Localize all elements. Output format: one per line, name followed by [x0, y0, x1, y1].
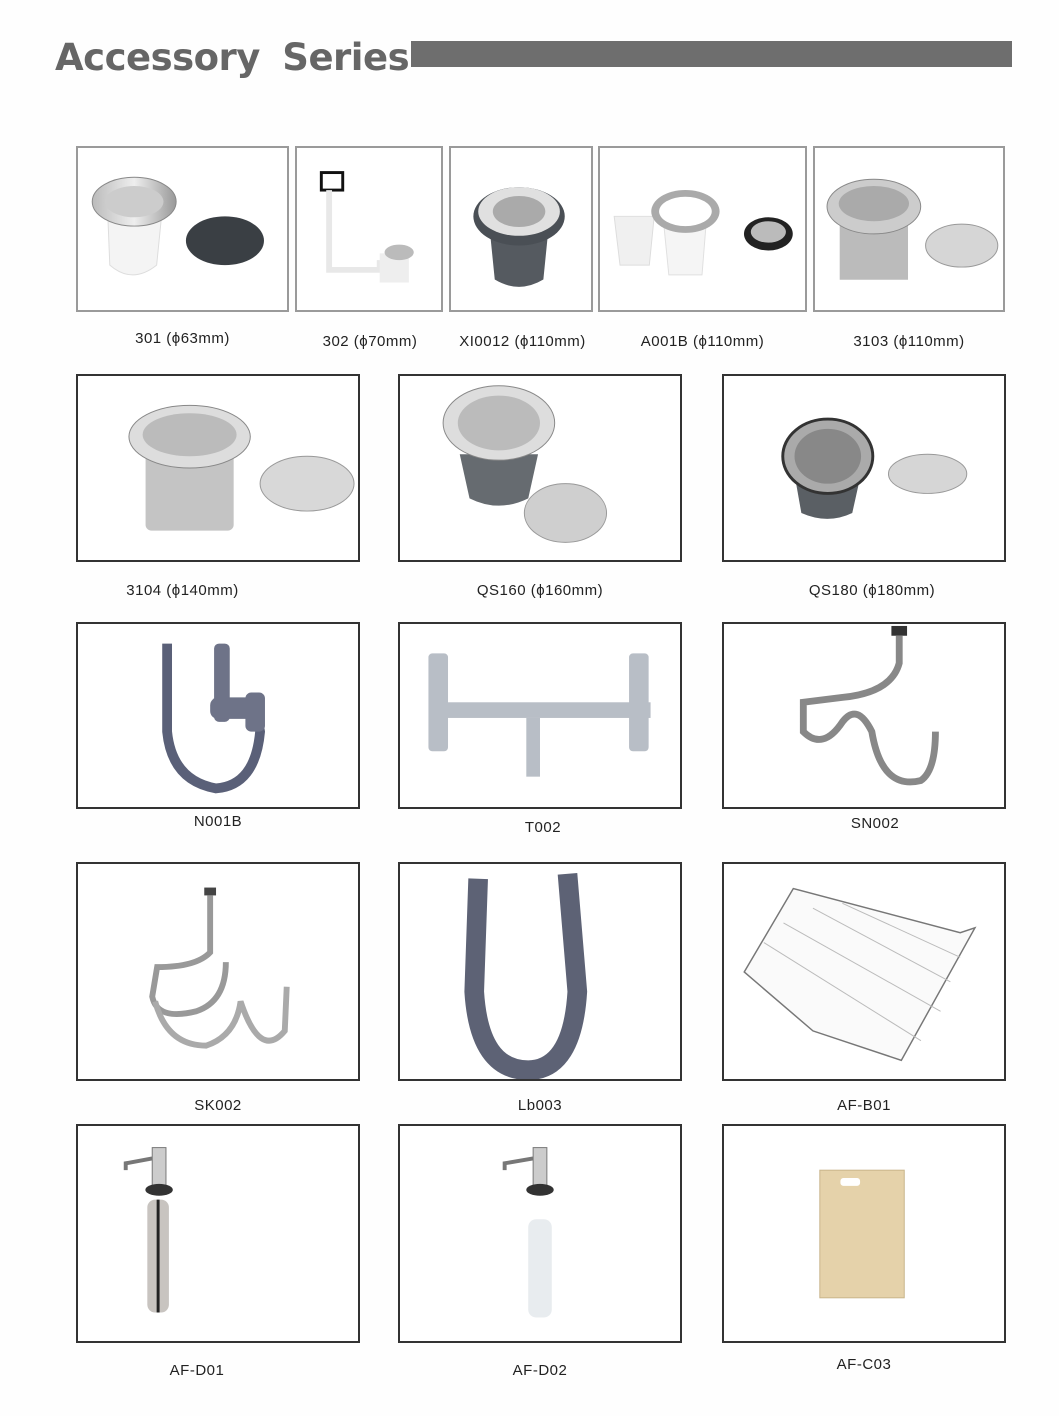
product-image-SN002	[722, 622, 1006, 809]
product-image-AF-D02	[398, 1124, 682, 1343]
caption-302: 302 (ϕ70mm)	[322, 333, 418, 350]
caption-3104: 3104 (ϕ140mm)	[126, 582, 239, 599]
product-image-XI0012	[449, 146, 593, 312]
caption-SK002: SK002	[194, 1097, 242, 1114]
caption-SN002: SN002	[850, 815, 900, 832]
product-image-302	[295, 146, 443, 312]
product-image-QS160	[398, 374, 682, 562]
product-image-N001B	[76, 622, 360, 809]
caption-XI0012: XI0012 (ϕ110mm)	[459, 333, 586, 350]
caption-N001B: N001B	[193, 813, 243, 830]
caption-3103: 3103 (ϕ110mm)	[853, 333, 965, 350]
product-image-T002	[398, 622, 682, 809]
product-image-3104	[76, 374, 360, 562]
caption-Lb003: Lb003	[517, 1097, 563, 1114]
caption-AF-D01: AF-D01	[169, 1362, 225, 1379]
product-image-AF-C03	[722, 1124, 1006, 1343]
product-image-AF-B01	[722, 862, 1006, 1081]
caption-QS180: QS180 (ϕ180mm)	[808, 582, 936, 599]
product-image-AF-D01	[76, 1124, 360, 1343]
caption-T002: T002	[524, 819, 562, 836]
product-image-SK002	[76, 862, 360, 1081]
caption-AF-C03: AF-C03	[836, 1356, 892, 1373]
product-image-301	[76, 146, 289, 312]
product-image-A001B	[598, 146, 807, 312]
page-title: Accessory Series	[55, 36, 410, 79]
caption-AF-B01: AF-B01	[837, 1097, 891, 1114]
caption-A001B: A001B (ϕ110mm)	[640, 333, 765, 350]
product-image-Lb003	[398, 862, 682, 1081]
product-image-QS180	[722, 374, 1006, 562]
caption-301: 301 (ϕ63mm)	[135, 330, 230, 347]
caption-QS160: QS160 (ϕ160mm)	[476, 582, 604, 599]
product-image-3103	[813, 146, 1005, 312]
title-bar-divider	[411, 41, 1012, 67]
caption-AF-D02: AF-D02	[512, 1362, 568, 1379]
